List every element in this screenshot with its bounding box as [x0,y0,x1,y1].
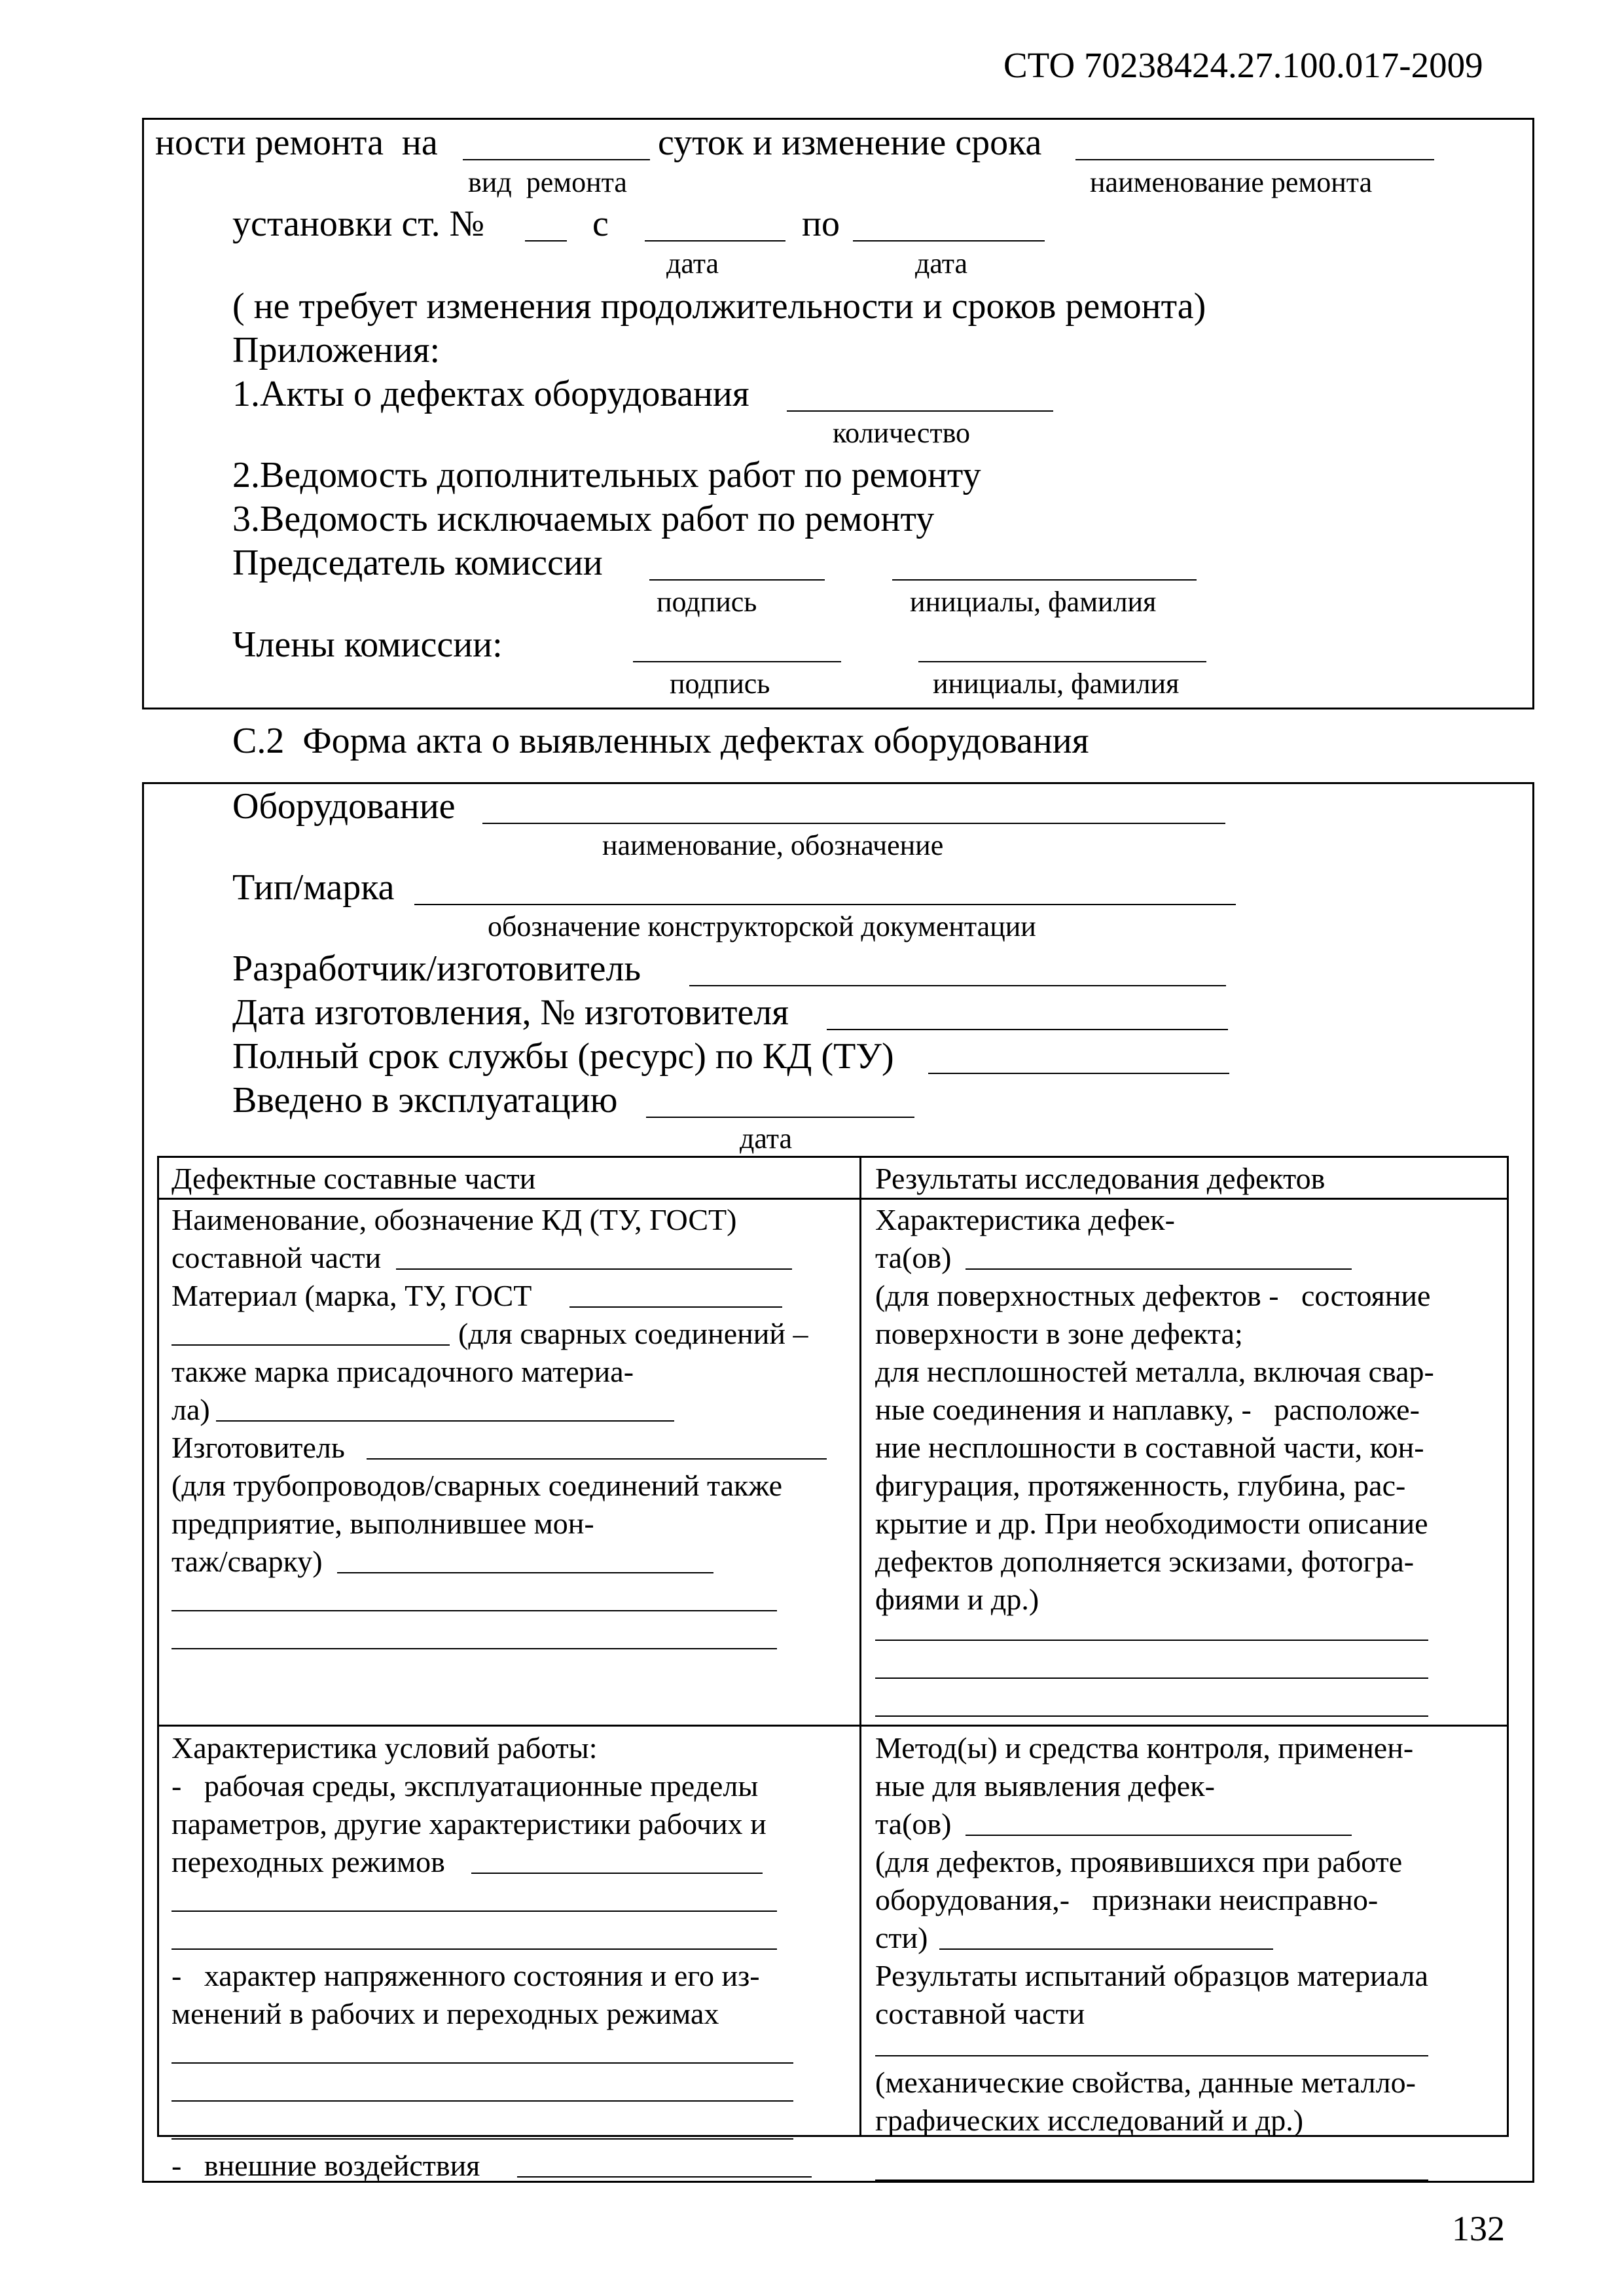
cell3-line: менений в рабочих и переходных режимах [171,1997,719,2030]
cell2-line: Характеристика дефек- [875,1203,1175,1236]
cell2-line: дефектов дополняется эскизами, фотогра- [875,1545,1415,1578]
field-chairman-signature-line[interactable] [649,579,825,581]
document-code: СТО 70238424.27.100.017-2009 [1003,45,1483,85]
field-control-methods-line[interactable] [965,1835,1352,1836]
field-component-manufacturer-line[interactable] [367,1458,827,1460]
field-defect-characteristic-line[interactable] [965,1268,1352,1270]
cell1-line: Изготовитель [171,1431,345,1464]
table-header-results: Результаты исследования дефектов [875,1162,1326,1195]
cell4-line: та(ов) [875,1807,952,1840]
field-cell4-blank[interactable] [875,2179,1428,2181]
label-manufacture-date: Дата изготовления, № изготовителя [232,992,789,1033]
cell1-line: также марка присадочного материа- [171,1355,634,1388]
field-cell2-blank-2[interactable] [875,1677,1428,1679]
cell4-line: ные для выявления дефек- [875,1769,1215,1803]
text-from: с [592,204,609,244]
cell3-line: переходных режимов [171,1845,445,1878]
cell2-line: та(ов) [875,1241,952,1274]
text-additional-works: 2.Ведомость дополнительных работ по ремонту [232,455,981,495]
text-defect-acts: 1.Акты о дефектах оборудования [232,374,749,414]
table-header-components: Дефектные составные части [171,1162,536,1195]
field-cell3-blank-3[interactable] [171,2062,793,2064]
text-no-change: ( не требует изменения продолжительности и сроков ремонта) [232,286,1206,327]
cell2-line: для несплошностей металла, включая свар- [875,1355,1434,1388]
field-component-name-line[interactable] [396,1268,792,1270]
field-cell3-blank-2[interactable] [171,1948,777,1950]
field-test-results-line[interactable] [875,2055,1428,2056]
text-members: Члены комиссии: [232,624,503,665]
field-chairman-name-line[interactable] [892,579,1197,581]
cell1-line: таж/сварку) [171,1545,323,1578]
caption-date-to: дата [915,247,968,279]
label-equipment: Оборудование [232,786,456,827]
text-days-change: суток и изменение срока [658,122,1042,163]
cell2-line: ние несплошности в составной части, кон- [875,1431,1424,1464]
field-filler-material-line[interactable] [216,1420,674,1422]
field-cell2-blank-1[interactable] [875,1640,1428,1641]
text-excluded-works: 3.Ведомость исключаемых работ по ремонту [232,499,935,539]
field-cell3-blank-1[interactable] [171,1910,777,1912]
field-equipment-line[interactable] [482,823,1225,824]
cell3-line: параметров, другие характеристики рабочих и [171,1807,767,1840]
cell3-line: - рабочая среды, эксплуатационные пределы [171,1769,759,1803]
field-commissioned-line[interactable] [646,1117,914,1118]
cell1-line: (для трубопроводов/сварных соединений также [171,1469,782,1502]
cell4-line: составной части [875,1997,1085,2030]
field-cell3-blank-4[interactable] [171,2100,793,2102]
field-repair-name-line[interactable] [1075,159,1434,160]
page-number: 132 [1452,2209,1505,2248]
cell4-line: сти) [875,1921,928,1954]
label-type-brand: Тип/марка [232,867,395,908]
label-manufacturer: Разработчик/изготовитель [232,948,641,989]
cell4-line: оборудования,- признаки неисправно- [875,1883,1379,1916]
caption-name-1: инициалы, фамилия [910,586,1157,618]
text-to: по [802,204,840,244]
label-commissioned: Введено в эксплуатацию [232,1080,618,1121]
field-repair-type-line[interactable] [463,159,650,160]
caption-design-doc: обозначение конструкторской документации [488,910,1036,942]
text-repair-days: ности ремонта на [155,122,438,163]
cell1-line: Материал (марка, ТУ, ГОСТ [171,1279,532,1312]
cell1-line: составной части [171,1241,382,1274]
caption-name-2: инициалы, фамилия [933,668,1180,700]
field-material-line-2[interactable] [171,1344,450,1346]
cell1-line: Наименование, обозначение КД (ТУ, ГОСТ) [171,1203,737,1236]
text-station-number: установки ст. № [232,204,484,244]
field-member-signature-line[interactable] [633,661,841,662]
field-cell1-blank-1[interactable] [171,1610,777,1611]
cell2-line: фиями и др.) [875,1583,1039,1616]
field-material-line[interactable] [569,1306,782,1308]
caption-date-from: дата [666,247,719,279]
caption-repair-type: вид ремонта [468,166,627,198]
field-acts-quantity-line[interactable] [787,410,1053,412]
cell4-line: (для дефектов, проявившихся при работе [875,1845,1403,1878]
field-external-impact-line[interactable] [517,2176,812,2178]
cell3-line: - характер напряженного состояния и его из- [171,1959,760,1992]
caption-quantity: количество [833,417,971,449]
field-malfunction-signs-line[interactable] [939,1948,1273,1950]
cell1-line: (для сварных соединений – [458,1317,808,1350]
field-cell3-blank-5[interactable] [171,2138,793,2140]
cell3-line: Характеристика условий работы: [171,1731,598,1765]
table-row-divider [157,1725,1509,1727]
caption-date: дата [740,1122,793,1155]
field-transient-modes-line[interactable] [471,1873,763,1874]
cell4-line: графических исследований и др.) [875,2104,1304,2137]
field-manufacturer-line[interactable] [689,985,1226,986]
field-manufacture-date-line[interactable] [827,1029,1228,1030]
cell4-line: Результаты испытаний образцов материала [875,1959,1428,1992]
cell2-line: поверхности в зоне дефекта; [875,1317,1243,1350]
field-cell1-blank-2[interactable] [171,1648,777,1649]
cell3-line: - внешние воздействия [171,2149,480,2182]
field-service-life-line[interactable] [928,1073,1229,1074]
section-title: С.2 Форма акта о выявленных дефектах оборудования [232,721,1089,761]
cell1-line: ла) [171,1393,210,1426]
cell2-line: (для поверхностных дефектов - состояние [875,1279,1431,1312]
cell4-line: Метод(ы) и средства контроля, применен- [875,1731,1414,1765]
caption-repair-name: наименование ремонта [1090,166,1373,198]
table-header-divider [157,1198,1509,1200]
field-station-number-line[interactable] [525,240,567,242]
field-date-from-line[interactable] [645,240,785,242]
caption-signature-2: подпись [670,668,770,700]
caption-equipment: наименование, обозначение [602,829,944,861]
field-date-to-line[interactable] [853,240,1045,242]
field-type-brand-line[interactable] [414,904,1236,905]
text-attachments: Приложения: [232,330,441,370]
table-column-divider [859,1156,861,2137]
caption-signature-1: подпись [657,586,757,618]
cell2-line: крытие и др. При необходимости описание [875,1507,1428,1540]
field-member-name-line[interactable] [918,661,1206,662]
label-service-life: Полный срок службы (ресурс) по КД (ТУ) [232,1036,894,1077]
field-installer-line[interactable] [337,1572,713,1573]
cell2-line: фигурация, протяженность, глубина, рас- [875,1469,1406,1502]
text-chairman: Председатель комиссии [232,543,603,583]
cell4-line: (механические свойства, данные металло- [875,2066,1416,2099]
field-cell2-blank-3[interactable] [875,1715,1428,1717]
cell1-line: предприятие, выполнившее мон- [171,1507,594,1540]
cell2-line: ные соединения и наплавку, - расположе- [875,1393,1420,1426]
